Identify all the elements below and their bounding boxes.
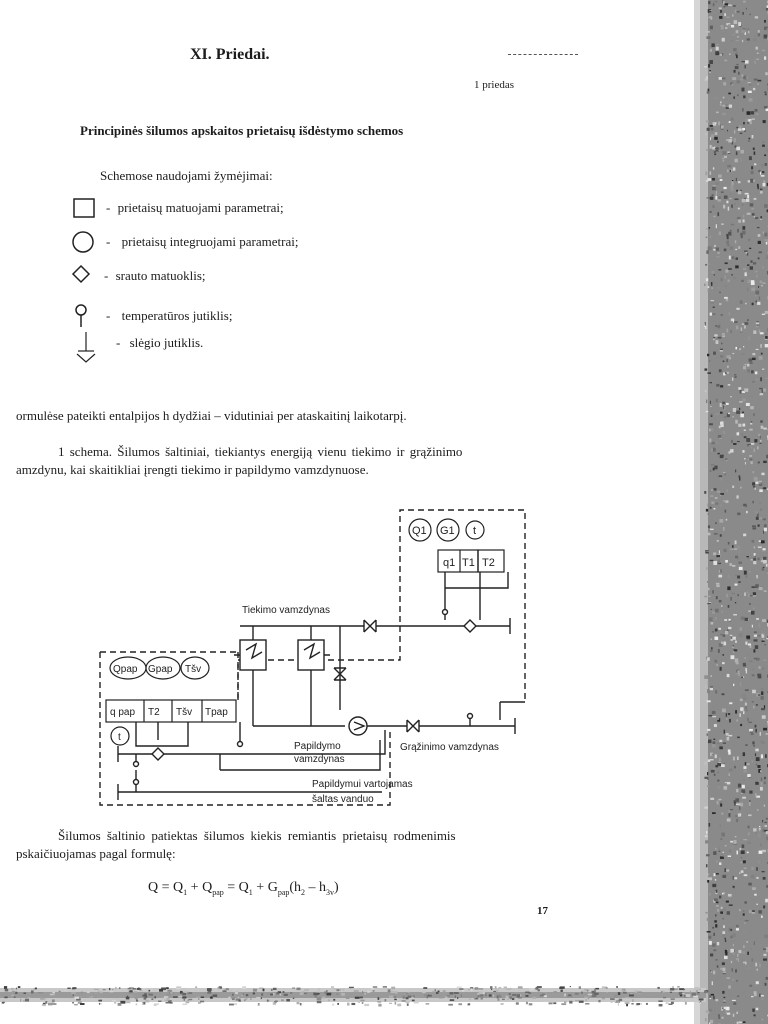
left-integrator-label: t (118, 732, 121, 743)
formula-minus: – h (305, 880, 327, 895)
legend-item-temperature (106, 308, 232, 324)
formula-Qpap-sub: pap (212, 887, 224, 897)
formula-paren: (h (289, 880, 302, 895)
supply-pipe-label: Tiekimo vamzdynas (242, 605, 330, 616)
formula-Q1b: Q (238, 880, 249, 895)
supply-valve-icon (364, 620, 376, 632)
calc-text-line1: Šilumos šaltinio patiektas šilumos kiekis remiantis prietaisų rodmenimis (58, 828, 456, 843)
return-valve-icon (407, 720, 419, 732)
appendix-label: 1 priedas (474, 79, 515, 91)
legend-symbols (60, 190, 100, 370)
legend-intro: Schemose naudojami žymėjimai: (100, 168, 273, 183)
return-pipe-label: Grąžinimo vamzdynas (400, 742, 499, 753)
legend-item-diamond (104, 268, 206, 284)
diamond-symbol-icon (73, 266, 89, 282)
formula-Q1: Q (173, 880, 184, 895)
page-number: 17 (537, 905, 548, 917)
formula-Q: Q (148, 880, 159, 895)
box-qpap-label: q pap (110, 707, 136, 718)
legend-item-square (106, 200, 284, 216)
legend-text-measured: prietaisų matuojami parametrai; (117, 200, 284, 215)
box-T2-label: T2 (482, 557, 495, 569)
formula-eq: = (158, 880, 174, 895)
formula-Q1-sub: 1 (183, 887, 188, 897)
formula-Qpap: Q (202, 880, 213, 895)
heat-source-scheme-diagram (90, 500, 540, 820)
oval-Qpap-label: Qpap (113, 664, 138, 675)
legend-dash: - (104, 268, 109, 283)
scheme-caption-line1: 1 schema. Šilumos šaltiniai, tiekiantys energiją vienu tiekimo ir grąžinimo (58, 444, 463, 459)
legend-dash: - (116, 335, 121, 350)
legend-dash: - (106, 234, 111, 249)
cold-water-label-2: šaltas vanduo (312, 794, 374, 805)
circle-G1-label: G1 (440, 525, 455, 537)
formula-Gpap-sub: pap (277, 887, 290, 897)
calc-text-line2: pskaičiuojamas pagal formulę: (16, 846, 176, 861)
legend-item-pressure (116, 335, 203, 351)
legend-dash: - (106, 308, 111, 323)
formula-h3v-sub: 3v (326, 887, 335, 897)
oval-Gpap-label: Gpap (148, 664, 173, 675)
makeup-pipe-label-2: vamzdynas (294, 754, 345, 765)
legend-text-temperature: temperatūros jutiklis; (121, 308, 233, 323)
enthalpy-note: ormulėse pateikti entalpijos h dydžiai – vidutiniai per ataskaitinį laikotarpį. (16, 408, 407, 423)
temperature-sensor-symbol-icon (76, 305, 86, 327)
box-T2-left-label: T2 (148, 707, 160, 718)
heat-formula (148, 880, 339, 897)
circle-t-label: t (473, 525, 477, 537)
square-symbol-icon (74, 199, 94, 217)
formula-plus: + (187, 880, 203, 895)
section-heading: Principinės šilumos apskaitos prietaisų išdėstymo schemos (80, 123, 404, 138)
box-Tsv-label: Tšv (176, 707, 193, 718)
legend-item-circle (106, 234, 298, 250)
legend-dash: - (106, 200, 111, 215)
page-title: XI. Priedai. (190, 46, 270, 63)
formula-eq2: = (223, 880, 239, 895)
legend-text-pressure: slėgio jutiklis. (129, 335, 204, 350)
header-rule (508, 54, 578, 55)
oval-Tsv-label: Tšv (185, 664, 202, 675)
scheme-caption-line2: amzdynu, kai skaitikliai įrengti tiekimo ir papildymo vamzdynuose. (16, 462, 369, 477)
makeup-pipe-label-1: Papildymo (294, 741, 341, 752)
box-q1-label: q1 (443, 557, 456, 569)
legend-text-flow-meter: srauto matuoklis; (115, 268, 206, 283)
formula-close: ) (334, 880, 339, 895)
formula-Q1b-sub: 1 (248, 887, 253, 897)
makeup-flow-meter-icon (152, 748, 164, 760)
legend-text-integrated: prietaisų integruojami parametrai; (121, 234, 299, 249)
box-Tpap-label: Tpap (205, 707, 228, 718)
formula-Gpap: G (267, 880, 278, 895)
circle-symbol-icon (73, 232, 93, 252)
supply-flow-meter-icon (464, 620, 476, 632)
pressure-sensor-symbol-icon (77, 332, 95, 362)
formula-h2-sub: 2 (301, 887, 306, 897)
cold-water-label-1: Papildymui vartojamas (312, 779, 413, 790)
circle-Q1-label: Q1 (412, 525, 427, 537)
box-T1-label: T1 (462, 557, 475, 569)
formula-plus2: + (252, 880, 268, 895)
